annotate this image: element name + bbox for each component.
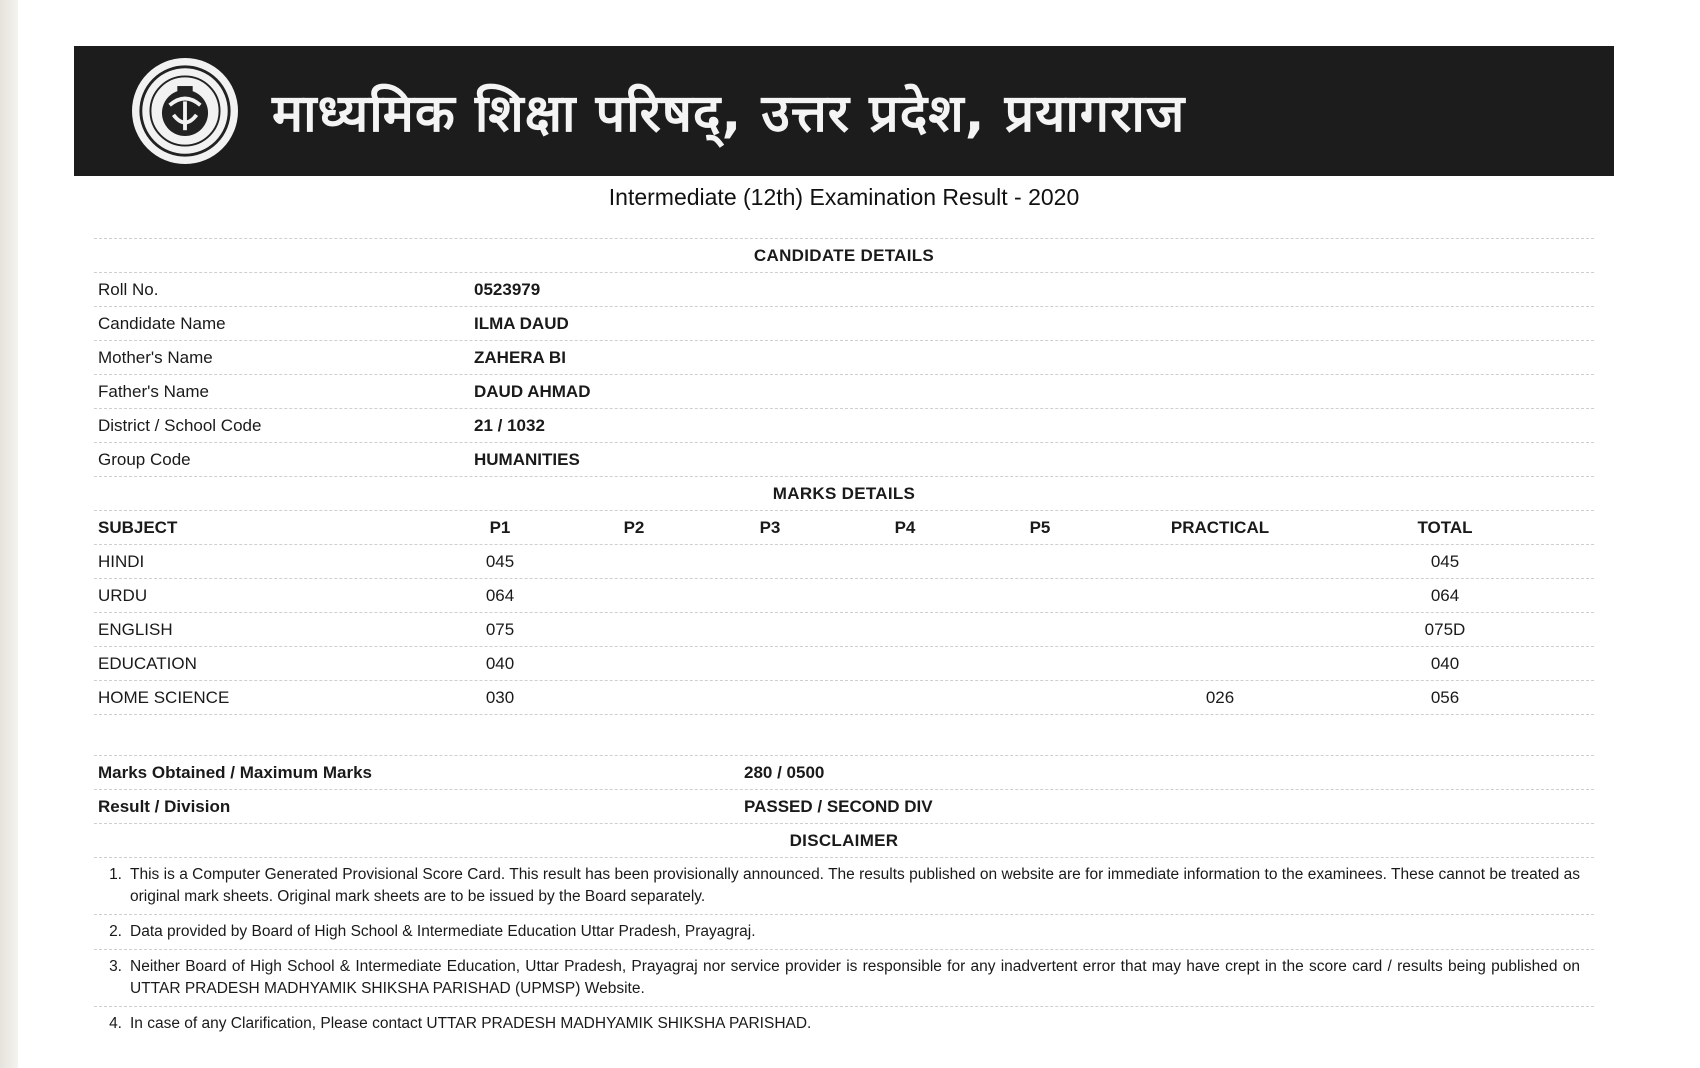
up-government-emblem-icon	[132, 58, 238, 164]
disclaimer-number: 3.	[109, 958, 122, 975]
candidate-row-mother	[94, 341, 1594, 375]
subject-cell: ENGLISH	[98, 619, 173, 639]
candidate-name-value: ILMA DAUD	[474, 313, 569, 333]
col-header-subject: SUBJECT	[98, 517, 178, 537]
disclaimer-text: This is a Computer Generated Provisional Score Card. This result has been provisionally announced. The results published on website are for immediate information to the examinees. These cannot be treated as original mark sheets. Original mark sheets are to be issued by the Board separately.	[130, 866, 1580, 905]
disclaimer-item	[94, 915, 1594, 950]
practical-cell: 026	[1205, 687, 1235, 707]
marks-row-english	[94, 613, 1594, 647]
mother-name-value: ZAHERA BI	[474, 347, 566, 367]
p1-cell: 064	[485, 585, 515, 605]
marks-row-hindi	[94, 545, 1594, 579]
disclaimer-number: 4.	[109, 1015, 122, 1032]
disclaimer-text: In case of any Clarification, Please contact UTTAR PRADESH MADHYAMIK SHIKSHA PARISHAD.	[130, 1015, 812, 1032]
p1-cell: 045	[485, 551, 515, 571]
marks-row-education	[94, 647, 1594, 681]
total-cell: 075D	[1424, 619, 1466, 639]
disclaimer-number: 1.	[109, 866, 122, 883]
disclaimer-item	[94, 950, 1594, 1007]
subject-cell: URDU	[98, 585, 148, 605]
candidate-details-heading	[94, 238, 1594, 273]
result-division-row	[94, 790, 1594, 824]
total-cell: 064	[1430, 585, 1460, 605]
col-header-p3: P3	[759, 517, 781, 537]
candidate-details-title: CANDIDATE DETAILS	[753, 245, 935, 265]
marks-row-home-science	[94, 681, 1594, 715]
subject-cell: EDUCATION	[98, 653, 197, 673]
subject-cell: HOME SCIENCE	[98, 687, 230, 707]
board-title: माध्यमिक शिक्षा परिषद्, उत्तर प्रदेश, प्रयागराज	[272, 83, 1186, 144]
candidate-row-father	[94, 375, 1594, 409]
marks-obtained-value: 280 / 0500	[744, 762, 825, 782]
disclaimer-text: Neither Board of High School & Intermediate Education, Uttar Pradesh, Prayagraj nor service provider is responsible for any inadvertent error that may have crept in the score card / results being published on UTTAR PRADESH MADHYAMIK SHIKSHA PARISHAD (UPMSP) Website.	[130, 958, 1580, 997]
subject-cell: HINDI	[98, 551, 145, 571]
disclaimer-item	[94, 1007, 1594, 1041]
roll-no-value: 0523979	[474, 279, 541, 299]
total-cell: 056	[1430, 687, 1460, 707]
col-header-p4: P4	[894, 517, 916, 537]
result-content	[94, 238, 1594, 1041]
roll-no-label: Roll No.	[98, 279, 159, 299]
candidate-row-group	[94, 443, 1594, 477]
disclaimer-text: Data provided by Board of High School & Intermediate Education Uttar Pradesh, Prayagraj.	[130, 923, 756, 940]
paper-edge	[0, 0, 18, 1068]
emblem-svg	[137, 63, 233, 159]
result-division-value: PASSED / SECOND DIV	[744, 796, 933, 816]
marks-obtained-label: Marks Obtained / Maximum Marks	[98, 762, 372, 782]
marks-details-title: MARKS DETAILS	[772, 483, 916, 503]
p1-cell: 075	[485, 619, 515, 639]
marks-header-row	[94, 511, 1594, 545]
group-code-label: Group Code	[98, 449, 191, 469]
mother-name-label: Mother's Name	[98, 347, 213, 367]
col-header-total: TOTAL	[1417, 517, 1473, 537]
candidate-name-label: Candidate Name	[98, 313, 226, 333]
col-header-practical: PRACTICAL	[1170, 517, 1270, 537]
father-name-value: DAUD AHMAD	[474, 381, 591, 401]
header-band	[74, 46, 1614, 176]
candidate-row-name	[94, 307, 1594, 341]
father-name-label: Father's Name	[98, 381, 209, 401]
total-cell: 045	[1430, 551, 1460, 571]
exam-title: Intermediate (12th) Examination Result - 2020	[608, 184, 1080, 210]
col-header-p2: P2	[623, 517, 645, 537]
disclaimer-heading	[94, 824, 1594, 858]
marks-row-urdu	[94, 579, 1594, 613]
table-spacer	[94, 715, 1594, 756]
disclaimer-title: DISCLAIMER	[789, 830, 899, 850]
result-division-label: Result / Division	[98, 796, 231, 816]
col-header-p1: P1	[489, 517, 511, 537]
p1-cell: 040	[485, 653, 515, 673]
disclaimer-number: 2.	[109, 923, 122, 940]
candidate-row-district	[94, 409, 1594, 443]
col-header-p5: P5	[1029, 517, 1051, 537]
marks-obtained-row	[94, 756, 1594, 790]
total-cell: 040	[1430, 653, 1460, 673]
marks-details-heading	[94, 477, 1594, 511]
disclaimer-item	[94, 858, 1594, 915]
district-school-code-label: District / School Code	[98, 415, 262, 435]
district-school-code-value: 21 / 1032	[474, 415, 545, 435]
p1-cell: 030	[485, 687, 515, 707]
candidate-row-roll-no	[94, 273, 1594, 307]
group-code-value: HUMANITIES	[474, 449, 580, 469]
